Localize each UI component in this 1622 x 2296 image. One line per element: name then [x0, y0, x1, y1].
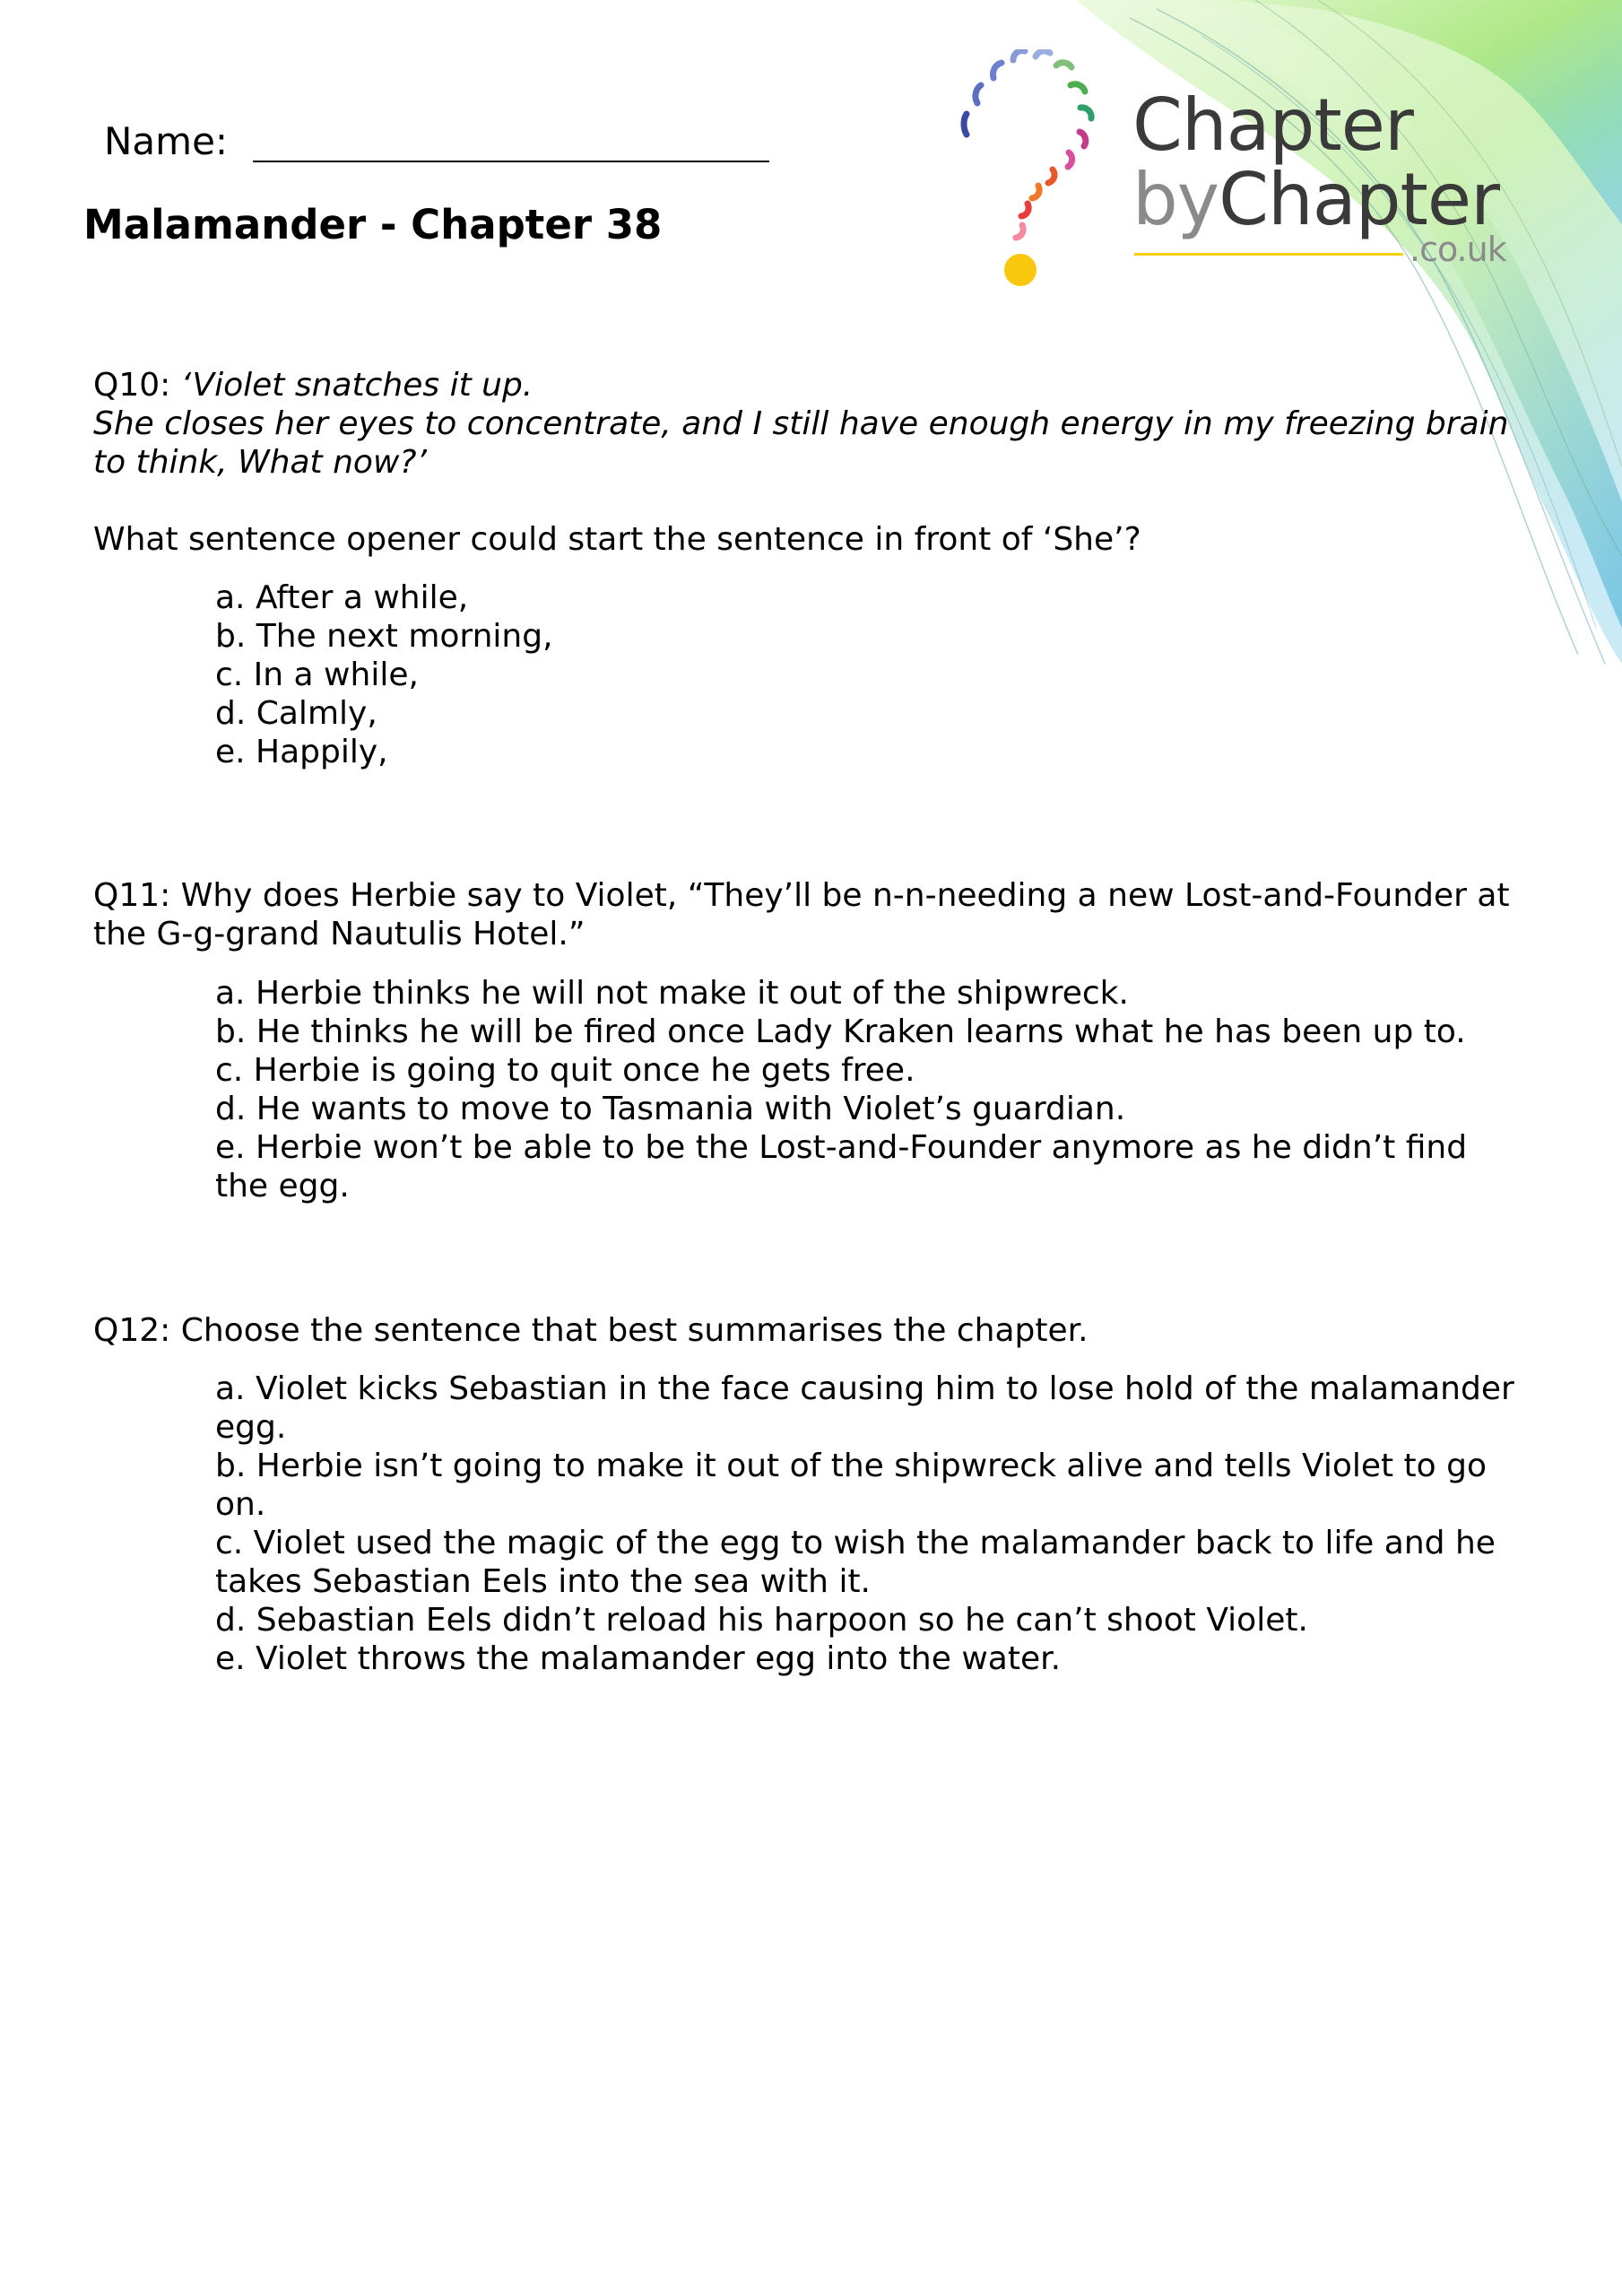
q11-option-a: a. Herbie thinks he will not make it out of the shipwreck. — [215, 975, 1129, 1012]
q10-option-b: b. The next morning, — [215, 618, 553, 655]
q12-option-e: e. Violet throws the malamander egg into the water. — [215, 1640, 1062, 1677]
q10-option-d: d. Calmly, — [215, 695, 377, 732]
q10-quote-line1: ‘Violet snatches it up. — [180, 367, 533, 404]
logo-chapter: Chapter — [1219, 158, 1499, 241]
q12-option-b: b. Herbie isn’t going to make it out of the shipwreck alive and tells Violet to go on. — [215, 1448, 1488, 1523]
question-mark-books-icon — [959, 49, 1116, 309]
q11-option-e: e. Herbie won’t be able to be the Lost-and-Founder anymore as he didn’t find the egg. — [215, 1129, 1468, 1205]
logo-underline — [1134, 253, 1403, 256]
q12-option-c: c. Violet used the magic of the egg to wish the malamander back to life and he takes Sebastian Eels into the sea with it. — [215, 1525, 1496, 1600]
q10-option-c: c. In a while, — [215, 657, 419, 693]
q11-option-c: c. Herbie is going to quit once he gets free. — [215, 1052, 915, 1089]
q11-option-b: b. He thinks he will be fired once Lady Kraken learns what he has been up to. — [215, 1013, 1466, 1050]
q12-options — [215, 1370, 1524, 1678]
q12-option-d: d. Sebastian Eels didn’t reload his harpoon so he can’t shoot Violet. — [215, 1602, 1308, 1639]
q12-option-a: a. Violet kicks Sebastian in the face causing him to lose hold of the malamander egg. — [215, 1370, 1514, 1446]
logo-wordmark-line2 — [1132, 158, 1499, 241]
q10-option-a: a. After a while, — [215, 579, 469, 616]
logo-wordmark-line1: Chapter — [1132, 83, 1413, 167]
q10-quote — [93, 366, 1546, 482]
q11-prompt: Q11: Why does Herbie say to Violet, “They’ll be n-n-needing a new Lost-and-Founder at the G-g-grand Nautulis Hotel.” — [93, 877, 1510, 952]
q10-number: Q10: — [93, 367, 171, 404]
logo-domain-suffix: .co.uk — [1409, 230, 1506, 269]
q11-option-d: d. He wants to move to Tasmania with Violet’s guardian. — [215, 1091, 1126, 1127]
q10-options — [215, 578, 1524, 771]
q10-option-e: e. Happily, — [215, 734, 388, 770]
name-write-in-line — [253, 161, 769, 162]
logo-by: by — [1132, 158, 1219, 241]
q10-prompt: What sentence opener could start the sentence in front of ‘She’? — [93, 521, 1141, 558]
q12-prompt: Q12: Choose the sentence that best summarises the chapter. — [93, 1312, 1089, 1349]
q10-quote-line2: She closes her eyes to concentrate, and I still have enough energy in my freezing brain to think, What now?’ — [93, 405, 1509, 481]
name-label: Name: — [104, 119, 229, 163]
q11-options — [215, 974, 1524, 1205]
page-title: Malamander - Chapter 38 — [83, 201, 663, 248]
